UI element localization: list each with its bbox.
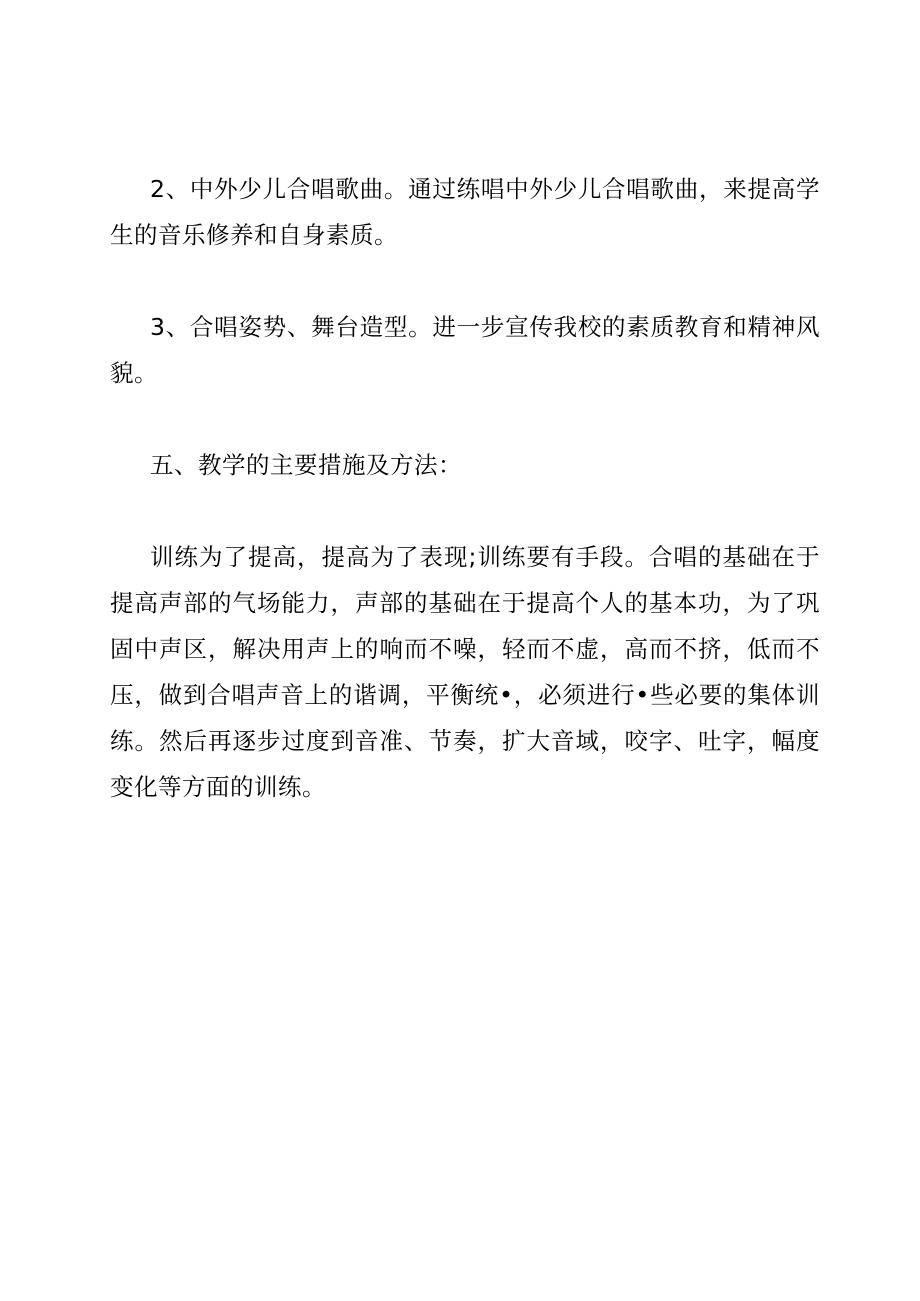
document-body [110, 166, 820, 856]
paragraph-choir-songs: 2、中外少儿合唱歌曲。通过练唱中外少儿合唱歌曲，来提高学生的音乐修养和自身素质。 [110, 175, 820, 249]
paragraph-training: 训练为了提高，提高为了表现;训练要有手段。合唱的基础在于提高声部的气场能力，声部的基础在于提高个人的基本功，为了巩固中声区，解决用声上的响而不噪，轻而不虚，高而不挤，低而不压，做到合唱声音上的谐调，平衡统•，必须进行•些必要的集体训练。然后再逐步过度到音准、节奏，扩大音域，咬字、吐字，幅度变化等方面的训练。 [110, 543, 820, 801]
paragraph-stage-posture: 3、合唱姿势、舞台造型。进一步宣传我校的素质教育和精神风貌。 [110, 313, 820, 387]
section-heading-teaching-methods: 五、教学的主要措施及方法： [150, 451, 462, 479]
